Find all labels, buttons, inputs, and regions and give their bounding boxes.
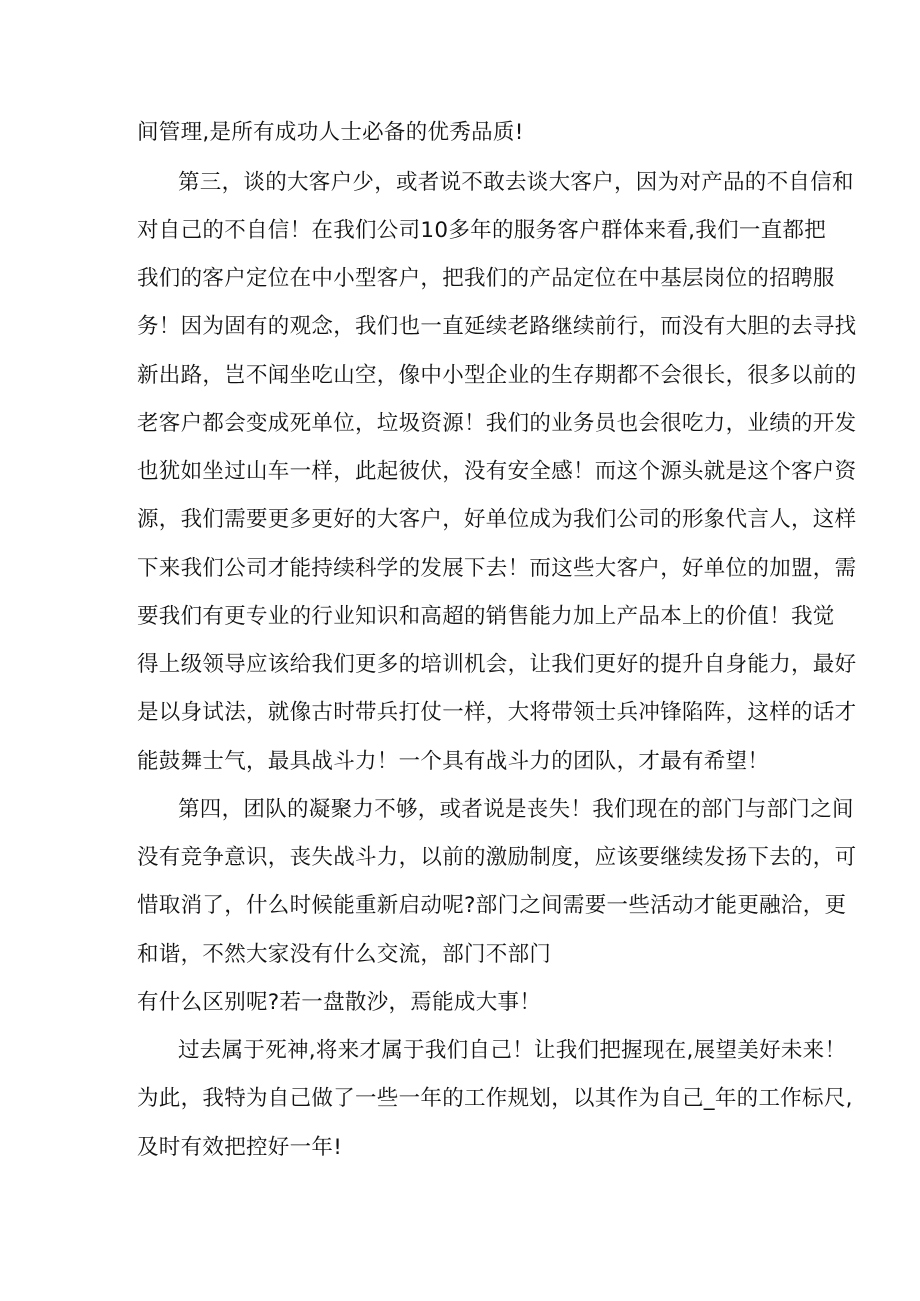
paragraph-line: 得上级领导应该给我们更多的培训机会，让我们更好的提升自身能力，最好 [137, 652, 857, 677]
paragraph-line: 是以身试法，就像古时带兵打仗一样，大将带领士兵冲锋陷阵，这样的话才 [137, 700, 857, 725]
paragraph-line: 我们的客户定位在中小型客户，把我们的产品定位在中基层岗位的招聘服 [137, 266, 835, 291]
paragraph-line: 务！因为固有的观念，我们也一直延续老路继续前行，而没有大胆的去寻找 [137, 314, 857, 339]
paragraph-line: 第三，谈的大客户少，或者说不敢去谈大客户，因为对产品的不自信和 [178, 170, 854, 195]
paragraph-line: 新出路，岂不闻坐吃山空，像中小型企业的生存期都不会很长，很多以前的 [137, 363, 857, 388]
paragraph-line: 第四，团队的凝聚力不够，或者说是丧失！我们现在的部门与部门之间 [178, 797, 854, 822]
paragraph-line: 惜取消了，什么时候能重新启动呢?部门之间需要一些活动才能更融洽，更 [137, 893, 847, 918]
paragraph-line: 及时有效把控好一年! [137, 1135, 343, 1160]
paragraph-line: 源，我们需要更多更好的大客户，好单位成为我们公司的形象代言人，这样 [137, 507, 857, 532]
paragraph-line: 为此，我特为自己做了一些一年的工作规划，以其作为自己_年的工作标尺, [137, 1086, 853, 1111]
paragraph-line: 有什么区别呢?若一盘散沙，焉能成大事！ [137, 990, 542, 1015]
paragraph-line: 能鼓舞士气，最具战斗力！一个具有战斗力的团队，才最有希望！ [137, 749, 770, 774]
paragraph-line: 和谐，不然大家没有什么交流，部门不部门 [137, 942, 552, 967]
paragraph-line: 过去属于死神,将来才属于我们自己！让我们把握现在,展望美好未来！ [178, 1038, 847, 1063]
paragraph-line: 对自己的不自信！在我们公司10多年的服务客户群体来看,我们一直都把 [137, 218, 827, 243]
paragraph-line: 下来我们公司才能持续科学的发展下去！而这些大客户，好单位的加盟，需 [137, 556, 857, 581]
paragraph-line: 也犹如坐过山车一样，此起彼伏，没有安全感！而这个源头就是这个客户资 [137, 459, 857, 484]
paragraph-line: 没有竞争意识，丧失战斗力，以前的激励制度，应该要继续发扬下去的，可 [137, 845, 857, 870]
paragraph-line: 要我们有更专业的行业知识和高超的销售能力加上产品本上的价值！我觉 [137, 604, 835, 629]
paragraph-line: 间管理,是所有成功人士必备的优秀品质! [137, 120, 524, 145]
paragraph-line: 老客户都会变成死单位，垃圾资源！我们的业务员也会很吃力，业绩的开发 [137, 411, 857, 436]
